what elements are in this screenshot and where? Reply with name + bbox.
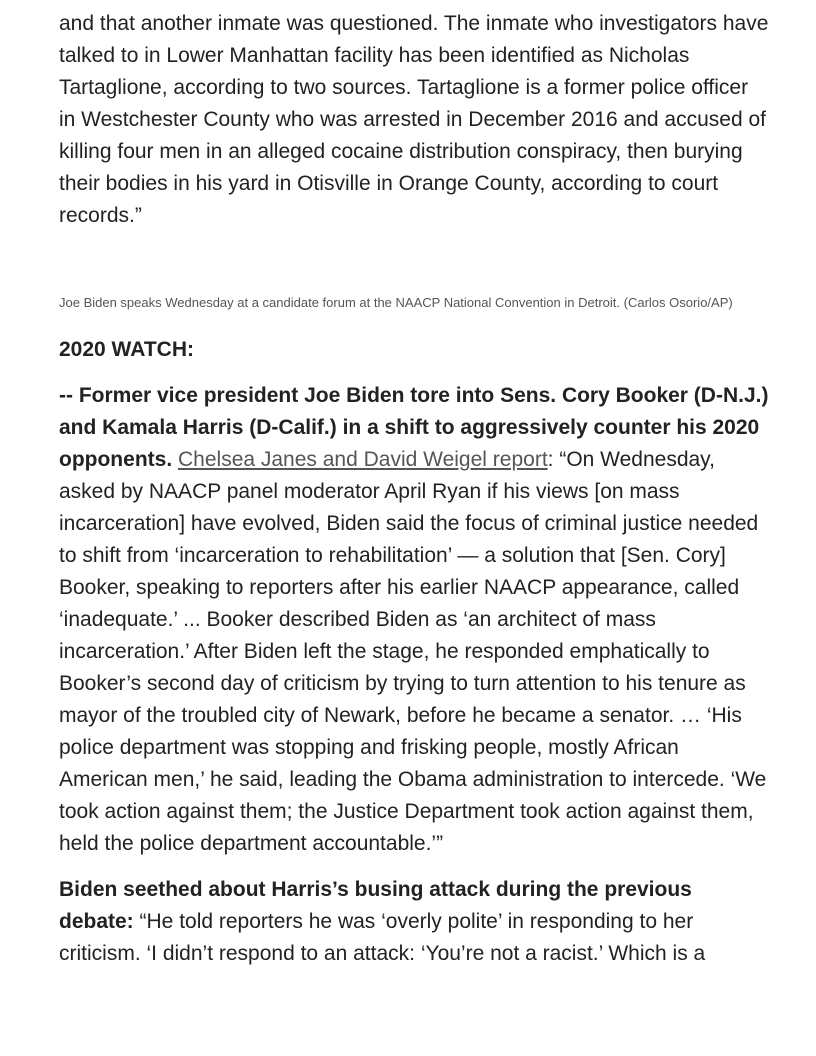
news-item-lead: -- Former vice president Joe Biden tore into Sens. Cory Booker (D-N.J.) and Kamala Harris (D-Calif.) in a shift to aggressively counter his 2020 opponents. [59,384,769,471]
news-item-lead: Biden seethed about Harris’s busing attack during the previous debate: [59,878,692,933]
news-item-body: : “On Wednesday, asked by NAACP panel moderator April Ryan if his views [on mass incarceration] have evolved, Biden said the focus of criminal justice needed to shift from ‘incarceration to rehabilitation’ — a solution that [Sen. Cory] Booker, speaking to reporters after his earlier NAACP appearance, called ‘inadequate.’ ... Booker described Biden as ‘an architect of mass incarceration.’ After Biden left the stage, he responded emphatically to Booker’s second day of criticism by trying to turn attention to his tenure as mayor of the troubled city of Newark, before he became a senator. … ‘His police department was stopping and frisking people, mostly African American men,’ he said, leading the Obama administration to intercede. ‘We took action against them; the Justice Department took action against them, held the police department accountable.’” [59,448,767,855]
report-link[interactable]: Chelsea Janes and David Weigel report [178,448,548,471]
article-body [59,8,769,970]
news-item-biden-booker [59,380,769,860]
photo-caption: Joe Biden speaks Wednesday at a candidate forum at the NAACP National Convention in Detroit. (Carlos Osorio/AP) [59,295,733,310]
section-heading: 2020 WATCH: [59,338,194,361]
news-item-body: “He told reporters he was ‘overly polite’ in responding to her criticism. ‘I didn’t respond to an attack: ‘You’re not a racist.’ Which is a [59,910,706,965]
quote-continuation-paragraph: and that another inmate was questioned. The inmate who investigators have talked to in Lower Manhattan facility has been identified as Nicholas Tartaglione, according to two sources. Tartaglione is a former police officer in Westchester County who was arrested in December 2016 and accused of killing four men in an alleged cocaine distribution conspiracy, then burying their bodies in his yard in Otisville in Orange County, according to court records.” [59,12,769,227]
news-item-biden-harris [59,874,769,970]
